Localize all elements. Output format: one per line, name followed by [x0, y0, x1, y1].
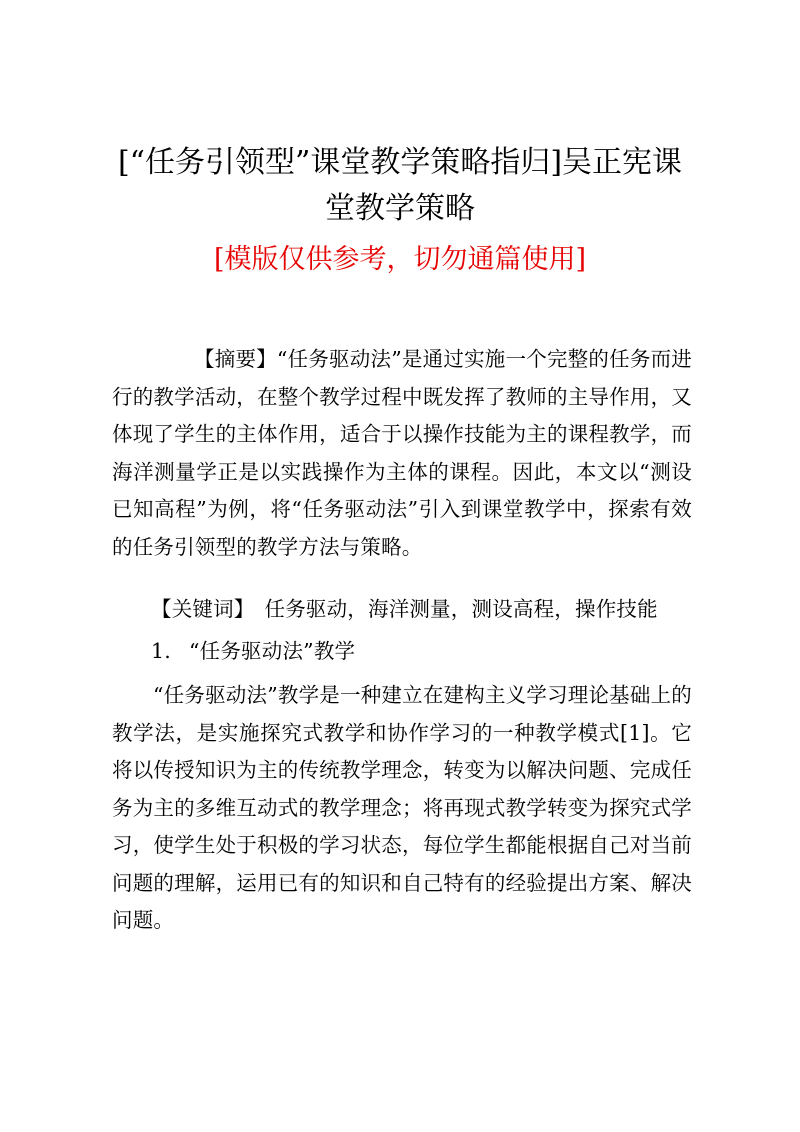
- document-title: [100, 140, 700, 232]
- keywords-line: [151, 591, 711, 629]
- section-1-heading: [151, 633, 711, 671]
- abstract-paragraph: 【摘要】“任务驱动法”是通过实施一个完整的任务而进行的教学活动，在整个教学过程中既发挥了教师的主导作用，又体现了学生的主体作用，适合于以操作技能为主的课程教学，而海洋测量学正是以实践操作为主体的课程。因此，本文以“测设已知高程”为例，将“任务驱动法”引入到课堂教学中，探索有效的任务引领型的教学方法与策略。: [112, 347, 692, 559]
- section-1-number: 1.: [151, 639, 171, 663]
- section-1-paragraph: “任务驱动法”教学是一种建立在建构主义学习理论基础上的教学法，是实施探究式教学和协作学习的一种教学模式[1]。它将以传授知识为主的传统教学理念，转变为以解决问题、完成任务为主的多维互动式的教学理念；将再现式教学转变为探究式学习，使学生处于积极的学习状态，每位学生都能根据自己对当前问题的理解，运用已有的知识和自己特有的经验提出方案、解决问题。: [112, 683, 692, 932]
- section-1-title: “任务驱动法”教学: [188, 639, 356, 663]
- template-notice: [模版仅供参考，切勿通篇使用]: [213, 244, 587, 275]
- title-line-2: 堂教学策略: [325, 191, 475, 226]
- keywords-text: 任务驱动，海洋测量，测设高程，操作技能: [264, 597, 658, 621]
- keywords-label: 【关键词】: [151, 597, 255, 621]
- title-line-1: [“任务引领型”课堂教学策略指归]吴正宪课: [117, 145, 683, 180]
